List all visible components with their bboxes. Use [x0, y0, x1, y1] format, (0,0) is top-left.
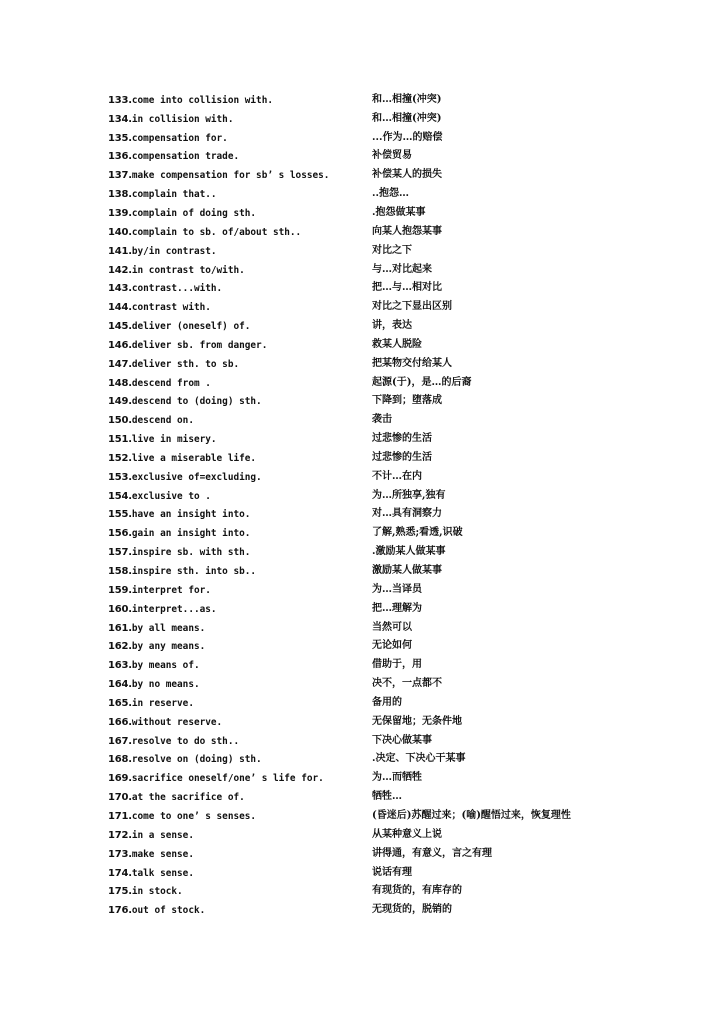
vocab-entry	[108, 88, 668, 107]
entry-number: 149.	[108, 396, 132, 408]
entry-number: 146.	[108, 339, 132, 351]
chinese-meaning: .抱怨做某事	[372, 206, 426, 218]
vocab-entry	[108, 126, 668, 145]
chinese-meaning: 为…所独享,独有	[372, 489, 446, 501]
entry-number: 166.	[108, 716, 132, 728]
vocab-entry	[108, 314, 668, 333]
chinese-meaning: 备用的	[372, 696, 402, 708]
phrase-cell	[108, 333, 372, 352]
phrase-cell	[108, 559, 372, 578]
phrase-cell	[108, 823, 372, 842]
chinese-meaning: 激励某人做某事	[372, 565, 442, 577]
vocab-entry	[108, 484, 668, 503]
vocab-entry	[108, 333, 668, 352]
english-phrase: by means of.	[131, 660, 200, 672]
chinese-meaning: 借助于，用	[372, 659, 422, 671]
vocab-entry	[108, 691, 668, 710]
entry-number: 176.	[108, 905, 132, 917]
english-phrase: inspire sth. into sb..	[131, 566, 257, 578]
english-phrase: compensation trade.	[131, 151, 240, 163]
entry-number: 171.	[108, 810, 132, 822]
entry-number: 161.	[108, 622, 132, 634]
english-phrase: in contrast to/with.	[131, 264, 245, 276]
entry-number: 151.	[108, 434, 132, 446]
phrase-cell	[108, 371, 372, 390]
chinese-meaning: 对…具有洞察力	[372, 508, 442, 520]
phrase-cell	[108, 861, 372, 880]
phrase-cell	[108, 710, 372, 729]
phrase-cell	[108, 182, 372, 201]
chinese-meaning: 与…对比起来	[372, 263, 432, 275]
entry-number: 174.	[108, 867, 132, 879]
vocab-entry	[108, 823, 668, 842]
entry-number: 144.	[108, 302, 132, 314]
vocab-entry	[108, 898, 668, 917]
phrase-cell	[108, 389, 372, 408]
chinese-meaning: 讲，表达	[372, 320, 412, 332]
entry-number: 155.	[108, 509, 132, 521]
english-phrase: talk sense.	[131, 867, 194, 879]
chinese-meaning: 向某人抱怨某事	[372, 225, 442, 237]
entry-number: 169.	[108, 773, 132, 785]
chinese-meaning: 了解,熟悉;看透,识破	[372, 527, 463, 539]
chinese-meaning: ...作为…的赔偿	[372, 131, 443, 143]
english-phrase: deliver (oneself) of.	[131, 321, 251, 333]
chinese-meaning: 补偿贸易	[372, 150, 412, 162]
entry-number: 153.	[108, 471, 132, 483]
vocab-entry	[108, 163, 668, 182]
chinese-meaning: 下决心做某事	[372, 734, 432, 746]
phrase-cell	[108, 163, 372, 182]
vocab-entry	[108, 842, 668, 861]
phrase-cell	[108, 465, 372, 484]
chinese-meaning: 为…当译员	[372, 583, 422, 595]
chinese-meaning: 过悲惨的生活	[372, 451, 432, 463]
english-phrase: descend from .	[131, 377, 211, 389]
phrase-cell	[108, 295, 372, 314]
entry-number: 143.	[108, 283, 132, 295]
vocab-entry	[108, 352, 668, 371]
english-phrase: out of stock.	[131, 905, 206, 917]
english-phrase: live in misery.	[131, 434, 217, 446]
chinese-meaning: 把…与…相对比	[372, 282, 442, 294]
entry-number: 137.	[108, 170, 132, 182]
chinese-meaning: 下降到；堕落成	[372, 395, 442, 407]
vocab-entry	[108, 578, 668, 597]
entry-number: 152.	[108, 452, 132, 464]
english-phrase: exclusive of=excluding.	[131, 471, 262, 483]
english-phrase: by all means.	[131, 622, 206, 634]
chinese-meaning: 袭击	[372, 414, 392, 426]
phrase-cell	[108, 672, 372, 691]
phrase-cell	[108, 842, 372, 861]
phrase-cell	[108, 144, 372, 163]
phrase-cell	[108, 427, 372, 446]
chinese-meaning: 起源(于)，是…的后裔	[372, 376, 472, 388]
vocab-entry	[108, 616, 668, 635]
english-phrase: sacrifice oneself/one’ s life for.	[131, 773, 324, 785]
vocab-entry	[108, 107, 668, 126]
vocab-entry	[108, 258, 668, 277]
chinese-meaning: (昏迷后)苏醒过来；(喻)醒悟过来，恢复理性	[372, 809, 571, 821]
chinese-meaning: 无保留地；无条件地	[372, 715, 462, 727]
entry-number: 138.	[108, 189, 132, 201]
phrase-cell	[108, 691, 372, 710]
entry-number: 133.	[108, 94, 132, 106]
phrase-cell	[108, 898, 372, 917]
chinese-meaning: 说话有理	[372, 866, 412, 878]
entry-number: 148.	[108, 377, 132, 389]
chinese-meaning: 牺牲…	[372, 791, 402, 803]
chinese-meaning: 把某物交付给某人	[372, 357, 452, 369]
english-phrase: complain to sb. of/about sth..	[131, 226, 302, 238]
english-phrase: gain an insight into.	[131, 528, 251, 540]
phrase-cell	[108, 785, 372, 804]
vocab-entry	[108, 427, 668, 446]
vocab-entry	[108, 861, 668, 880]
vocab-entry	[108, 239, 668, 258]
english-phrase: resolve to do sth..	[131, 735, 240, 747]
vocab-entry	[108, 295, 668, 314]
chinese-meaning: 有现货的，有库存的	[372, 885, 462, 897]
english-phrase: at the sacrifice of.	[131, 792, 245, 804]
english-phrase: have an insight into.	[131, 509, 251, 521]
chinese-meaning: 无论如何	[372, 640, 412, 652]
entry-number: 147.	[108, 358, 132, 370]
vocab-entry	[108, 710, 668, 729]
phrase-cell	[108, 107, 372, 126]
phrase-cell	[108, 88, 372, 107]
vocab-entry	[108, 371, 668, 390]
entry-number: 141.	[108, 245, 132, 257]
vocab-entry	[108, 879, 668, 898]
entry-number: 145.	[108, 321, 132, 333]
chinese-meaning: 过悲惨的生活	[372, 433, 432, 445]
chinese-meaning: .决定、下决心干某事	[372, 753, 466, 765]
phrase-cell	[108, 653, 372, 672]
entry-number: 170.	[108, 792, 132, 804]
entry-number: 168.	[108, 754, 132, 766]
english-phrase: come to one’ s senses.	[131, 810, 257, 822]
phrase-cell	[108, 239, 372, 258]
english-phrase: by/in contrast.	[131, 245, 217, 257]
phrase-cell	[108, 766, 372, 785]
entry-number: 157.	[108, 547, 132, 559]
phrase-cell	[108, 258, 372, 277]
vocab-entry	[108, 145, 668, 164]
english-phrase: contrast...with.	[131, 283, 223, 295]
phrase-cell	[108, 276, 372, 295]
phrase-cell	[108, 502, 372, 521]
entry-number: 167.	[108, 735, 132, 747]
phrase-cell	[108, 201, 372, 220]
english-phrase: in stock.	[131, 886, 183, 898]
english-phrase: interpret...as.	[131, 603, 217, 615]
entry-number: 154.	[108, 490, 132, 502]
vocab-entry	[108, 597, 668, 616]
english-phrase: inspire sb. with sth.	[131, 547, 251, 559]
vocab-entry	[108, 748, 668, 767]
chinese-meaning: 无现货的，脱销的	[372, 904, 452, 916]
english-phrase: exclusive to .	[131, 490, 211, 502]
phrase-cell	[108, 597, 372, 616]
entry-number: 136.	[108, 151, 132, 163]
english-phrase: in collision with.	[131, 113, 234, 125]
vocab-entry	[108, 276, 668, 295]
vocab-entry	[108, 220, 668, 239]
chinese-meaning: 和…相撞(冲突)	[372, 93, 442, 105]
phrase-cell	[108, 126, 372, 145]
vocab-entry	[108, 408, 668, 427]
vocab-entry	[108, 653, 668, 672]
chinese-meaning: 把…理解为	[372, 602, 422, 614]
phrase-cell	[108, 352, 372, 371]
entry-number: 162.	[108, 641, 132, 653]
entry-number: 173.	[108, 848, 132, 860]
chinese-meaning: 不计…在内	[372, 470, 422, 482]
english-phrase: deliver sth. to sb.	[131, 358, 240, 370]
vocab-entry	[108, 634, 668, 653]
chinese-meaning: 为…而牺牲	[372, 772, 422, 784]
english-phrase: by any means.	[131, 641, 206, 653]
vocab-entry	[108, 201, 668, 220]
vocab-entry	[108, 465, 668, 484]
vocab-entry	[108, 729, 668, 748]
english-phrase: without reserve.	[131, 716, 223, 728]
entry-number: 160.	[108, 603, 132, 615]
english-phrase: complain of doing sth.	[131, 207, 257, 219]
entry-number: 158.	[108, 566, 132, 578]
english-phrase: interpret for.	[131, 584, 211, 596]
chinese-meaning: 对比之下	[372, 244, 412, 256]
english-phrase: live a miserable life.	[131, 452, 257, 464]
english-phrase: by no means.	[131, 679, 200, 691]
vocabulary-list	[108, 88, 668, 917]
english-phrase: descend to (doing) sth.	[131, 396, 262, 408]
chinese-meaning: 对比之下显出区别	[372, 301, 452, 313]
phrase-cell	[108, 408, 372, 427]
chinese-meaning: 讲得通，有意义，言之有理	[372, 847, 492, 859]
vocab-entry	[108, 521, 668, 540]
phrase-cell	[108, 616, 372, 635]
entry-number: 140.	[108, 226, 132, 238]
phrase-cell	[108, 578, 372, 597]
phrase-cell	[108, 446, 372, 465]
entry-number: 172.	[108, 829, 132, 841]
english-phrase: deliver sb. from danger.	[131, 339, 268, 351]
entry-number: 150.	[108, 415, 132, 427]
entry-number: 156.	[108, 528, 132, 540]
entry-number: 159.	[108, 584, 132, 596]
vocab-entry	[108, 182, 668, 201]
entry-number: 134.	[108, 113, 132, 125]
chinese-meaning: 和…相撞(冲突)	[372, 112, 442, 124]
phrase-cell	[108, 540, 372, 559]
chinese-meaning: 补偿某人的损失	[372, 169, 442, 181]
vocab-entry	[108, 503, 668, 522]
vocab-entry	[108, 766, 668, 785]
english-phrase: compensation for.	[131, 132, 228, 144]
entry-number: 139.	[108, 207, 132, 219]
english-phrase: in a sense.	[131, 829, 194, 841]
entry-number: 135.	[108, 132, 132, 144]
phrase-cell	[108, 314, 372, 333]
phrase-cell	[108, 634, 372, 653]
english-phrase: come into collision with.	[131, 94, 273, 106]
entry-number: 142.	[108, 264, 132, 276]
english-phrase: resolve on (doing) sth.	[131, 754, 262, 766]
entry-number: 163.	[108, 660, 132, 672]
phrase-cell	[108, 879, 372, 898]
vocab-entry	[108, 672, 668, 691]
english-phrase: make sense.	[131, 848, 194, 860]
vocab-entry	[108, 446, 668, 465]
english-phrase: contrast with.	[131, 302, 211, 314]
vocab-entry	[108, 540, 668, 559]
entry-number: 175.	[108, 886, 132, 898]
phrase-cell	[108, 729, 372, 748]
english-phrase: make compensation for sb’ s losses.	[131, 170, 330, 182]
vocab-entry	[108, 390, 668, 409]
phrase-cell	[108, 484, 372, 503]
chinese-meaning: .激励某人做某事	[372, 546, 446, 558]
chinese-meaning: 从某种意义上说	[372, 828, 442, 840]
chinese-meaning: 救某人脱险	[372, 338, 422, 350]
vocab-entry	[108, 804, 668, 823]
chinese-meaning: 决不，一点都不	[372, 678, 442, 690]
entry-number: 164.	[108, 679, 132, 691]
phrase-cell	[108, 804, 372, 823]
chinese-meaning: ..抱怨…	[372, 188, 409, 200]
vocab-entry	[108, 559, 668, 578]
vocab-entry	[108, 785, 668, 804]
english-phrase: complain that..	[131, 189, 217, 201]
chinese-meaning: 当然可以	[372, 621, 412, 633]
entry-number: 165.	[108, 697, 132, 709]
phrase-cell	[108, 220, 372, 239]
english-phrase: in reserve.	[131, 697, 194, 709]
phrase-cell	[108, 747, 372, 766]
phrase-cell	[108, 521, 372, 540]
english-phrase: descend on.	[131, 415, 194, 427]
